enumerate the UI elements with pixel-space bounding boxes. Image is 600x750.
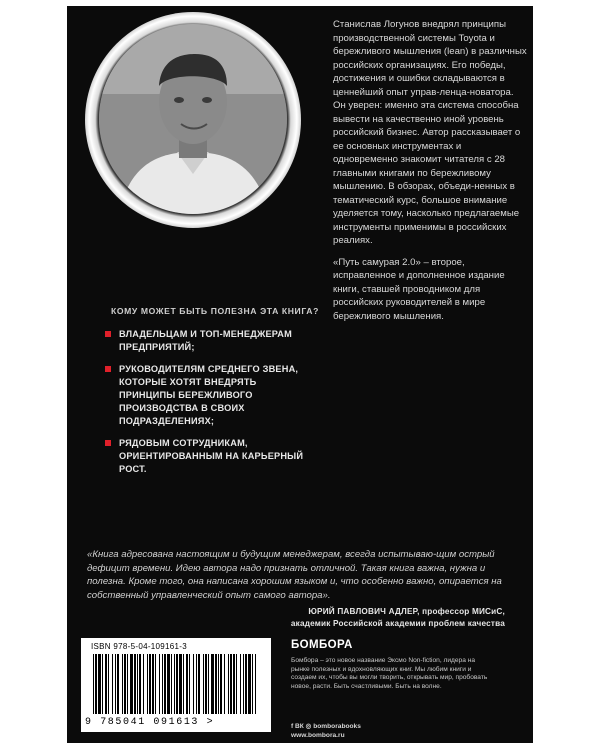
list-item-text: РУКОВОДИТЕЛЯМ СРЕДНЕГО ЗВЕНА, КОТОРЫЕ ХОТЯТ ВНЕДРЯТЬ ПРИНЦИПЫ БЕРЕЖЛИВОГО ПРОИЗВОДСТВА В СВОИХ ПОДРАЗДЕЛЕНИЯХ; xyxy=(119,364,299,426)
social-handle: f ВК ◎ bomborabooks xyxy=(291,723,361,730)
list-item-text: РЯДОВЫМ СОТРУДНИКАМ, ОРИЕНТИРОВАННЫМ НА КАРЬЕРНЫЙ РОСТ. xyxy=(119,438,304,474)
publisher-logo: БОМБОРА xyxy=(291,639,353,651)
bio-paragraph: Станислав Логунов внедрял принципы производственной системы Toyota и бережливого мышления (lean) в различных российских организациях. Его победы, достижения и ошибки складываются в ценнейший опыт управ-ленца-новатора. Он уверен: именно эта система способна вывести на качественно иной уровень российский бизнес. Автор рассказывает о ее основных инструментах и одновременно знакомит читателя с 28 главными книгами по бережливому мышлению. В обзорах, объеди-ненных в тематический курс, большое внимание уделяется тому, насколько предлагаемые инструменты применимы в российских реалиях. xyxy=(333,19,527,246)
barcode-digits: 9 785041 091613 > xyxy=(85,717,215,728)
audience-heading: КОМУ МОЖЕТ БЫТЬ ПОЛЕЗНА ЭТА КНИГА? xyxy=(111,306,319,316)
list-item xyxy=(105,363,315,428)
barcode-block xyxy=(81,638,271,732)
publisher-website: www.bombora.ru xyxy=(291,732,345,739)
book-back-cover xyxy=(67,6,533,743)
publisher-description: Бомбора – это новое название Эксмо Non-fiction, лидера на рынке полезных и вдохновляющих книг. Мы любим книги и создаем их, чтобы вы могли творить, открывать мир, пробовать новое, расти. Быть счастливыми. Быть на волне. xyxy=(291,657,488,690)
audience-list xyxy=(105,328,315,485)
list-item xyxy=(105,437,315,476)
red-square-bullet-icon xyxy=(105,331,111,337)
bio-paragraph: «Путь самурая 2.0» – второе, исправленное и дополненное издание книги, ставшей проводником для российских руководителей в мире бережливого мышления. xyxy=(333,256,505,322)
author-bio xyxy=(333,18,527,331)
quote-author-line: ЮРИЙ ПАВЛОВИЧ АДЛЕР, профессор МИСиС, xyxy=(308,607,505,616)
author-portrait-illustration xyxy=(99,24,287,214)
author-portrait xyxy=(99,24,287,214)
list-item-text: ВЛАДЕЛЬЦАМ И ТОП-МЕНЕДЖЕРАМ ПРЕДПРИЯТИЙ; xyxy=(119,329,292,352)
isbn-label: ISBN 978-5-04-109161-3 xyxy=(91,642,187,651)
quote-author xyxy=(291,606,505,630)
review-quote: «Книга адресована настоящим и будущим менеджерам, всегда испытываю-щим острый дефицит времени. Идею автора надо признать отличной. Такая книга важна, нужна и полезна. Кроме того, она написана хорошим языком и, что особенно важно, опирается на собственный управленческий опыт самого автора». xyxy=(87,549,502,601)
quote-author-line: академик Российской академии проблем качества xyxy=(290,619,505,628)
publisher-contacts xyxy=(291,722,361,740)
list-item xyxy=(105,328,315,354)
red-square-bullet-icon xyxy=(105,440,111,446)
red-square-bullet-icon xyxy=(105,366,111,372)
barcode-bars xyxy=(91,654,261,716)
